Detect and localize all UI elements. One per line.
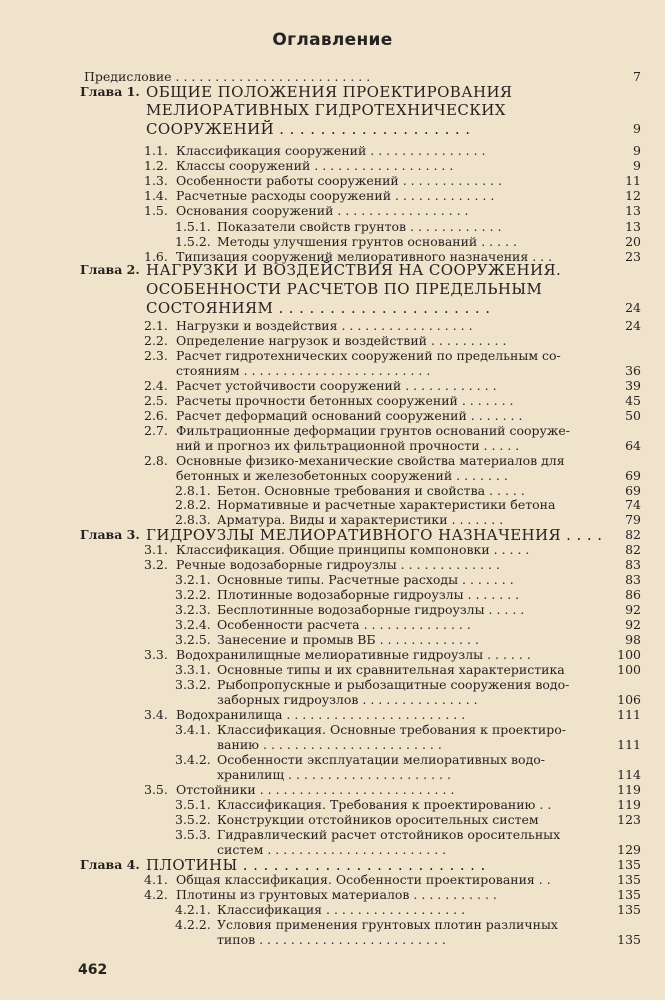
toc-entry-title: Бесплотинные водозаборные гидроузлы . . . . . <box>217 602 525 617</box>
toc-entry-title: бетонных и железобетонных сооружений . . . . . . . <box>176 468 508 483</box>
toc-entry-title: Особенности работы сооружений . . . . . . . . . . . . . <box>176 173 503 188</box>
toc-entry-title: Водохранилищные мелиоративные гидроузлы . . . . . . <box>176 647 531 662</box>
toc-entry-page: 135 <box>617 932 641 947</box>
toc-entry-page: 98 <box>625 632 641 647</box>
toc-entry-number: 2.8. <box>144 453 168 468</box>
toc-entry-number: 2.4. <box>144 378 168 393</box>
toc-entry-page: 135 <box>617 872 641 887</box>
toc-entry-title: Рыбопропускные и рыбозащитные сооружения водо- <box>217 677 570 692</box>
toc-entry-title: систем . . . . . . . . . . . . . . . . . . . . . . . <box>217 842 447 857</box>
toc-entry-page: 83 <box>625 557 641 572</box>
toc-entry-number: 2.8.2. <box>175 497 211 512</box>
toc-entry-page: 119 <box>617 797 641 812</box>
toc-entry-title: Особенности эксплуатации мелиоративных водо- <box>217 752 546 767</box>
toc-entry-title: Расчетные расходы сооружений . . . . . . . . . . . . . <box>176 188 495 203</box>
toc-entry-title: Расчет гидротехнических сооружений по предельным со- <box>176 348 561 363</box>
toc-entry-title: Отстойники . . . . . . . . . . . . . . . . . . . . . . . . . <box>176 782 455 797</box>
toc-entry-number: Глава 4. <box>80 857 140 872</box>
toc-entry-number: 3.1. <box>144 542 168 557</box>
toc-entry-number: Глава 3. <box>80 527 140 542</box>
toc-entry-page: 45 <box>625 393 641 408</box>
toc-entry-number: Глава 1. <box>80 84 140 99</box>
toc-entry-page: 64 <box>625 438 641 453</box>
toc-entry-page: 13 <box>625 203 641 218</box>
toc-entry-number: 3.4.1. <box>175 722 211 737</box>
toc-entry-page: 106 <box>617 692 641 707</box>
toc-entry-title: ГИДРОУЗЛЫ МЕЛИОРАТИВНОГО НАЗНАЧЕНИЯ . . . . <box>146 526 603 544</box>
toc-entry-title: Гидравлический расчет отстойников оросительных <box>217 827 561 842</box>
toc-entry-number: 1.5.1. <box>175 219 211 234</box>
toc-entry-page: 9 <box>633 158 641 173</box>
toc-entry-page: 12 <box>625 188 641 203</box>
toc-entry-page: 69 <box>625 468 641 483</box>
toc-entry-number: 2.7. <box>144 423 168 438</box>
toc-entry-page: 7 <box>633 69 641 84</box>
toc-entry-title: Особенности расчета . . . . . . . . . . . . . . <box>217 617 471 632</box>
toc-entry-page: 135 <box>617 857 641 872</box>
toc-entry-title: Нагрузки и воздействия . . . . . . . . . . . . . . . . . <box>176 318 473 333</box>
toc-entry-title: Классификация. Общие принципы компоновки . . . . . <box>176 542 530 557</box>
toc-entry-page: 86 <box>625 587 641 602</box>
toc-entry-title: Показатели свойств грунтов . . . . . . . . . . . . <box>217 219 502 234</box>
toc-entry-title: Классификация сооружений . . . . . . . . . . . . . . . <box>176 143 486 158</box>
toc-entry-title: Плотины из грунтовых материалов . . . . . . . . . . . <box>176 887 497 902</box>
toc-entry-title: Основные типы. Расчетные расходы . . . . . . . <box>217 572 514 587</box>
toc-entry-page: 9 <box>633 121 641 136</box>
toc-entry-title: Общая классификация. Особенности проектирования . . <box>176 872 551 887</box>
toc-entry-page: 36 <box>625 363 641 378</box>
toc-entry-title: Расчет устойчивости сооружений . . . . . . . . . . . . <box>176 378 497 393</box>
toc-entry-number: 3.5. <box>144 782 168 797</box>
toc-entry-number: 3.2.2. <box>175 587 211 602</box>
toc-entry-page: 82 <box>625 542 641 557</box>
toc-entry-number: 2.6. <box>144 408 168 423</box>
toc-entry-title: Бетон. Основные требования и свойства . . . . . <box>217 483 525 498</box>
toc-entry-number: 1.3. <box>144 173 168 188</box>
toc-entry-page: 100 <box>617 647 641 662</box>
toc-entry-number: 1.5.2. <box>175 234 211 249</box>
toc-entry-number: 3.2. <box>144 557 168 572</box>
toc-entry-title: Классификация. Основные требования к проектиро- <box>217 722 567 737</box>
toc-entry-number: Глава 2. <box>80 262 140 277</box>
toc-entry-title: СОСТОЯНИЯМ . . . . . . . . . . . . . . . . . . . . . <box>146 299 491 317</box>
toc-entry-number: 3.2.5. <box>175 632 211 647</box>
toc-entry-page: 123 <box>617 812 641 827</box>
toc-entry-page: 50 <box>625 408 641 423</box>
toc-entry-title: Условия применения грунтовых плотин различных <box>217 917 558 932</box>
toc-entry-title: ОСОБЕННОСТИ РАСЧЕТОВ ПО ПРЕДЕЛЬНЫМ <box>146 280 543 298</box>
toc-entry-number: 1.2. <box>144 158 168 173</box>
toc-entry-number: 1.5. <box>144 203 168 218</box>
toc-entry-number: 3.2.4. <box>175 617 211 632</box>
toc-entry-page: 135 <box>617 902 641 917</box>
toc-entry-title: Основания сооружений . . . . . . . . . . . . . . . . . <box>176 203 469 218</box>
toc-entry-number: 1.6. <box>144 249 168 264</box>
toc-entry-title: Водохранилища . . . . . . . . . . . . . . . . . . . . . . . <box>176 707 466 722</box>
toc-entry-title: ОБЩИЕ ПОЛОЖЕНИЯ ПРОЕКТИРОВАНИЯ <box>146 83 513 101</box>
toc-entry-page: 24 <box>625 300 641 315</box>
toc-entry-page: 111 <box>617 737 641 752</box>
toc-entry-number: 3.5.3. <box>175 827 211 842</box>
toc-entry-page: 24 <box>625 318 641 333</box>
toc-entry-page: 20 <box>625 234 641 249</box>
toc-entry-title: Фильтрационные деформации грунтов оснований сооруже- <box>176 423 571 438</box>
toc-entry-number: 1.1. <box>144 143 168 158</box>
toc-entry-number: 2.2. <box>144 333 168 348</box>
toc-entry-title: Нормативные и расчетные характеристики бетона <box>217 497 556 512</box>
toc-entry-number: 2.8.3. <box>175 512 211 527</box>
toc-entry-page: 114 <box>617 767 641 782</box>
toc-entry-number: 3.3.2. <box>175 677 211 692</box>
toc-entry-title: Расчеты прочности бетонных сооружений . . . . . . . <box>176 393 514 408</box>
toc-entry-page: 83 <box>625 572 641 587</box>
toc-entry-number: 3.5.1. <box>175 797 211 812</box>
toc-entry-title: ПЛОТИНЫ . . . . . . . . . . . . . . . . . . . . . . . . <box>146 856 486 874</box>
toc-entry-page: 11 <box>625 173 641 188</box>
toc-entry-page: 69 <box>625 483 641 498</box>
toc-entry-number: 3.2.3. <box>175 602 211 617</box>
toc-entry-title: Классы сооружений . . . . . . . . . . . . . . . . . . <box>176 158 454 173</box>
toc-entry-title: МЕЛИОРАТИВНЫХ ГИДРОТЕХНИЧЕСКИХ <box>146 101 506 119</box>
toc-entry-page: 135 <box>617 887 641 902</box>
toc-entry-title: Арматура. Виды и характеристики . . . . . . . <box>217 512 504 527</box>
toc-entry-number: 4.2. <box>144 887 168 902</box>
toc-entry-title: СООРУЖЕНИЙ . . . . . . . . . . . . . . . . . . . <box>146 120 471 138</box>
toc-entry-title: Методы улучшения грунтов оснований . . . . . <box>217 234 517 249</box>
toc-entry-number: 2.1. <box>144 318 168 333</box>
toc-entry-title: Занесение и промыв ВБ . . . . . . . . . . . . . <box>217 632 479 647</box>
toc-entry-page: 92 <box>625 617 641 632</box>
toc-entry-title: Типизация сооружений мелиоративного назначения . . . <box>176 249 553 264</box>
toc-entry-page: 82 <box>625 527 641 542</box>
toc-entry-page: 23 <box>625 249 641 264</box>
toc-entry-number: 2.3. <box>144 348 168 363</box>
toc-entry-page: 92 <box>625 602 641 617</box>
toc-entry-title: Основные типы и их сравнительная характеристика <box>217 662 565 677</box>
toc-entry-number: 2.8.1. <box>175 483 211 498</box>
toc-entry-title: Расчет деформаций оснований сооружений . . . . . . . <box>176 408 523 423</box>
toc-entry-number: 4.2.1. <box>175 902 211 917</box>
toc-entry-number: 3.2.1. <box>175 572 211 587</box>
page-number: 462 <box>78 962 108 978</box>
toc-entry-page: 129 <box>617 842 641 857</box>
toc-entry-page: 111 <box>617 707 641 722</box>
toc-entry-title: ванию . . . . . . . . . . . . . . . . . . . . . . . <box>217 737 442 752</box>
toc-entry-title: Классификация . . . . . . . . . . . . . . . . . . <box>217 902 466 917</box>
toc-entry-title: Определение нагрузок и воздействий . . . . . . . . . . <box>176 333 507 348</box>
toc-entry-page: 79 <box>625 512 641 527</box>
toc-entry-title: Классификация. Требования к проектированию . . <box>217 797 552 812</box>
toc-entry-number: 3.3.1. <box>175 662 211 677</box>
toc-entry-title: Предисловие . . . . . . . . . . . . . . . . . . . . . . . . . <box>84 69 371 84</box>
toc-entry-page: 13 <box>625 219 641 234</box>
toc-entry-title: НАГРУЗКИ И ВОЗДЕЙСТВИЯ НА СООРУЖЕНИЯ. <box>146 261 562 279</box>
page-title: Оглавление <box>272 30 393 50</box>
toc-entry-title: Основные физико-механические свойства материалов для <box>176 453 565 468</box>
toc-entry-title: Речные водозаборные гидроузлы . . . . . . . . . . . . . <box>176 557 500 572</box>
toc-entry-title: заборных гидроузлов . . . . . . . . . . . . . . . <box>217 692 478 707</box>
toc-entry-page: 39 <box>625 378 641 393</box>
toc-entry-number: 3.4.2. <box>175 752 211 767</box>
toc-entry-title: Плотинные водозаборные гидроузлы . . . . . . . <box>217 587 520 602</box>
toc-entry-page: 119 <box>617 782 641 797</box>
toc-entry-number: 3.4. <box>144 707 168 722</box>
toc-entry-number: 2.5. <box>144 393 168 408</box>
toc-entry-title: Конструкции отстойников оросительных систем <box>217 812 539 827</box>
toc-entry-page: 9 <box>633 143 641 158</box>
toc-entry-number: 3.5.2. <box>175 812 211 827</box>
toc-entry-number: 3.3. <box>144 647 168 662</box>
toc-entry-title: типов . . . . . . . . . . . . . . . . . . . . . . . . <box>217 932 446 947</box>
toc-entry-title: хранилищ . . . . . . . . . . . . . . . . . . . . . <box>217 767 451 782</box>
toc-entry-number: 4.2.2. <box>175 917 211 932</box>
toc-entry-title: ний и прогноз их фильтрационной прочности . . . . . <box>176 438 520 453</box>
toc-entry-number: 4.1. <box>144 872 168 887</box>
toc-entry-number: 1.4. <box>144 188 168 203</box>
toc-entry-page: 100 <box>617 662 641 677</box>
toc-entry-page: 74 <box>625 497 641 512</box>
toc-entry-title: стояниям . . . . . . . . . . . . . . . . . . . . . . . . <box>176 363 431 378</box>
